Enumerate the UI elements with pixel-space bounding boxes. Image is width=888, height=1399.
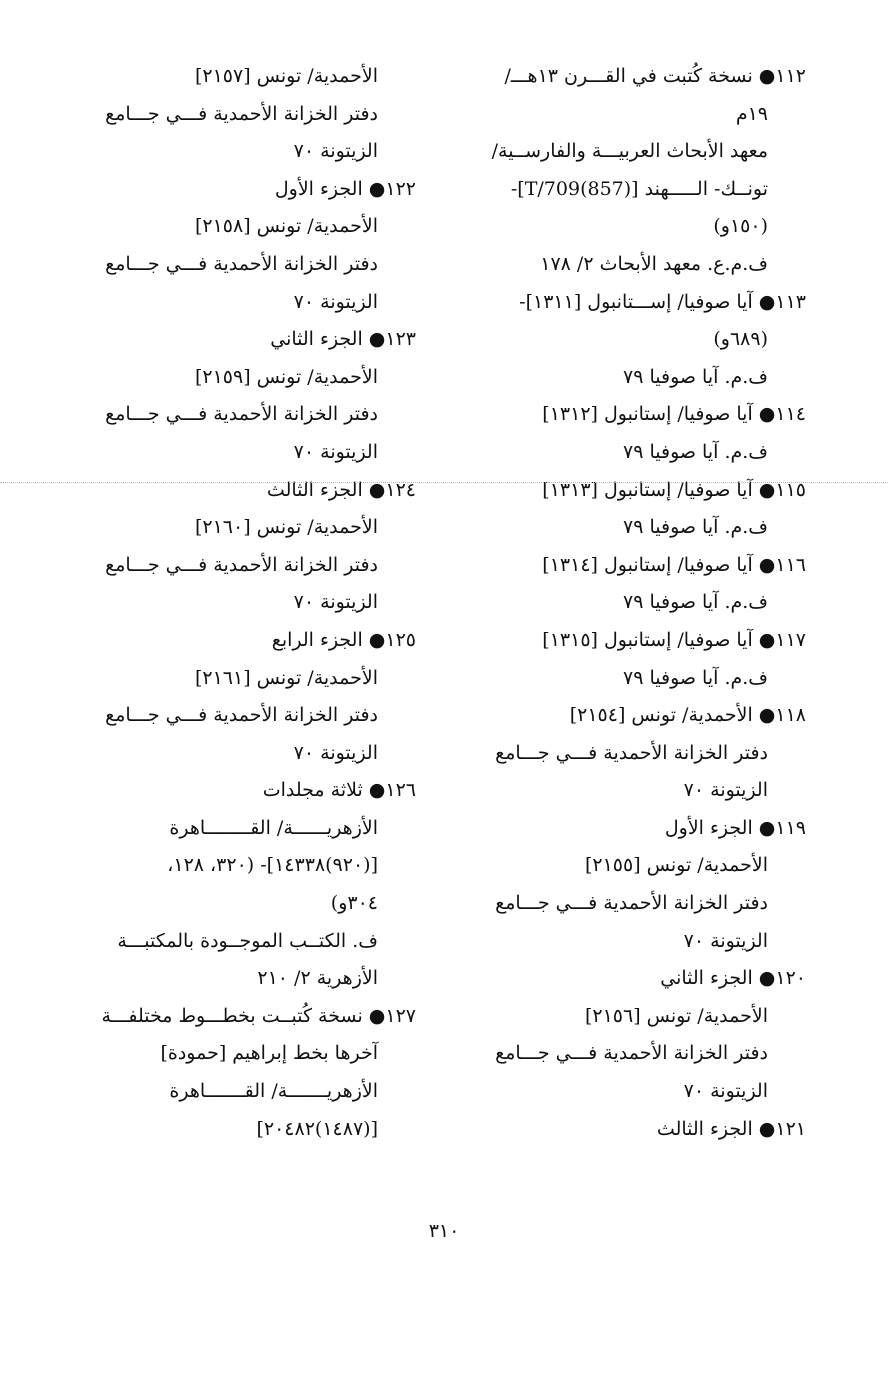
entry-detail-line: الأزهريــــــة/ القــــــــاهرة [169, 816, 378, 839]
entry-detail-line: [(٩٢٠)١٤٣٣٨]- (٣٢٠، ١٢٨، [167, 854, 378, 877]
entry-detail-line: الأحمدية/ تونس [٢١٥٧] [194, 65, 378, 87]
entry-detail-line: الأحمدية/ تونس [٢١٥٦] [584, 1004, 768, 1027]
entry-detail-line: ف.م.ع. معهد الأبحاث ٢/ ١٧٨ [540, 252, 768, 275]
entry-detail-line: دفتر الخزانة الأحمدية فـــي جـــامع [105, 704, 378, 727]
entry-detail-line: الأحمدية/ تونس [٢١٦٠] [194, 516, 378, 539]
entry-detail-line: ف. الكتــب الموجــودة بالمكتبـــة [117, 929, 378, 952]
entry-detail-line: ف.م. آيا صوفيا ٧٩ [623, 365, 768, 388]
entry-detail-line: ٣٠٤و) [330, 892, 378, 915]
entry-detail-line: دفتر الخزانة الأحمدية فـــي جـــامع [495, 892, 768, 915]
entry-detail-line: دفتر الخزانة الأحمدية فـــي جـــامع [495, 1042, 768, 1065]
right-column [456, 58, 806, 1148]
entry-heading-line: ١١٨● الأحمدية/ تونس [٢١٥٤] [569, 704, 806, 727]
entry-detail-line: (١٥٠و) [713, 215, 768, 238]
entry-detail-line: الزيتونة ٧٠ [683, 1080, 768, 1103]
entry-heading-line: ١٢٣● الجزء الثاني [270, 328, 416, 351]
entry-heading-line: ١٢٠● الجزء الثاني [660, 967, 806, 990]
entry-detail-line: ف.م. آيا صوفيا ٧٩ [623, 440, 768, 463]
entry-heading-line: ١٢٥● الجزء الرابع [271, 628, 416, 651]
entry-detail-line: الزيتونة ٧٠ [293, 140, 378, 163]
entry-detail-line: (٦٨٩و) [713, 328, 768, 351]
left-column [71, 58, 416, 1148]
entry-detail-line: الأحمدية/ تونس [٢١٥٥] [584, 854, 768, 877]
entry-detail-line: الأزهريـــــــة/ القـــــــاهرة [169, 1080, 378, 1103]
entry-detail-line: الأحمدية/ تونس [٢١٦١] [194, 666, 378, 689]
entry-detail-line: ف.م. آيا صوفيا ٧٩ [623, 666, 768, 689]
entry-heading-line: ١١٣● آيا صوفيا/ إســـتانبول [١٣١١]- [519, 290, 806, 313]
entry-heading-line: ١١٦● آيا صوفيا/ إستانبول [١٣١٤] [542, 553, 806, 576]
entry-heading-line: ١٢٤● الجزء الثالث [266, 478, 416, 501]
entry-heading-line: ١١٩● الجزء الأول [664, 816, 806, 839]
entry-detail-line: ف.م. آيا صوفيا ٧٩ [623, 591, 768, 614]
entry-detail-line: دفتر الخزانة الأحمدية فـــي جـــامع [105, 252, 378, 275]
entry-detail-line: الأزهرية ٢/ ٢١٠ [257, 967, 378, 990]
entry-detail-line: الزيتونة ٧٠ [293, 290, 378, 313]
entry-heading-line: ١٢١● الجزء الثالث [656, 1117, 806, 1140]
entry-detail-line: تونــك- الـــــهند [(857)T/709]- [510, 177, 768, 200]
entry-heading-line: ١١٤● آيا صوفيا/ إستانبول [١٣١٢] [542, 403, 806, 426]
entry-heading-line: ١٢٧● نسخة كُتبــت بخطـــوط مختلفـــة [101, 1004, 416, 1027]
entry-detail-line: الأحمدية/ تونس [٢١٥٨] [194, 215, 378, 238]
entry-detail-line: الزيتونة ٧٠ [683, 779, 768, 802]
entry-heading-line: ١٢٢● الجزء الأول [274, 177, 416, 200]
scan-artifact-line [0, 482, 888, 483]
entry-heading-line: ١١٧● آيا صوفيا/ إستانبول [١٣١٥] [542, 628, 806, 651]
entry-detail-line: الزيتونة ٧٠ [293, 591, 378, 614]
entry-detail-line: آخرها بخط إبراهيم [حمودة] [160, 1042, 378, 1065]
entry-detail-line: دفتر الخزانة الأحمدية فـــي جـــامع [495, 741, 768, 764]
entry-detail-line: الأحمدية/ تونس [٢١٥٩] [194, 365, 378, 388]
entry-detail-line: [(١٤٨٧)٢٠٤٨٢] [256, 1117, 378, 1140]
entry-heading-line: ١١٢● نسخة كُتبت في القـــرن ١٣هـــ/ [504, 65, 806, 87]
entry-detail-line: الزيتونة ٧٠ [293, 741, 378, 764]
entry-heading-line: ١١٥● آيا صوفيا/ إستانبول [١٣١٣] [542, 478, 806, 501]
entry-detail-line: دفتر الخزانة الأحمدية فـــي جـــامع [105, 403, 378, 426]
entry-detail-line: ١٩م [735, 102, 768, 125]
entry-heading-line: ١٢٦● ثلاثة مجلدات [262, 779, 416, 802]
page-number: ٣١٠ [428, 1220, 460, 1242]
entry-detail-line: الزيتونة ٧٠ [683, 929, 768, 952]
entry-detail-line: الزيتونة ٧٠ [293, 440, 378, 463]
entry-detail-line: دفتر الخزانة الأحمدية فـــي جـــامع [105, 553, 378, 576]
entry-detail-line: دفتر الخزانة الأحمدية فـــي جـــامع [105, 102, 378, 125]
entry-detail-line: معهد الأبحاث العربيـــة والفارســية/ [491, 140, 768, 163]
entry-detail-line: ف.م. آيا صوفيا ٧٩ [623, 516, 768, 539]
